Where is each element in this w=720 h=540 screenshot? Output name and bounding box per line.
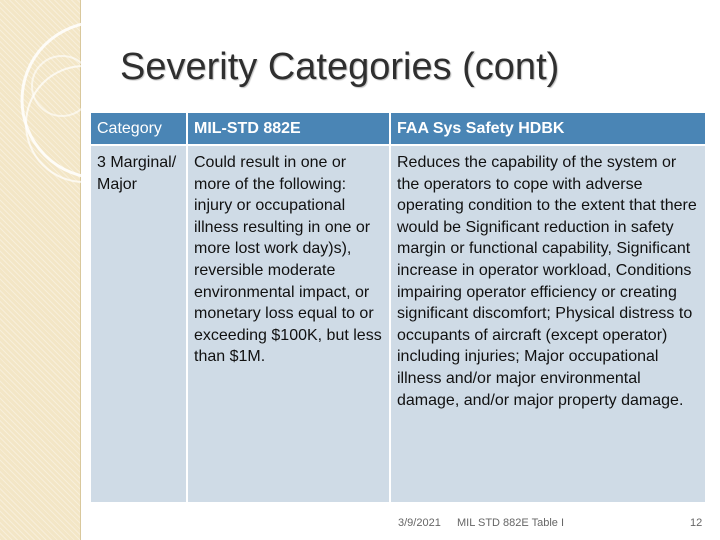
header-category: Category xyxy=(91,113,187,145)
table-header-row xyxy=(91,113,705,145)
header-milstd: MIL-STD 882E xyxy=(187,113,390,145)
table-row xyxy=(91,145,705,502)
slide-number: 12 xyxy=(690,517,703,529)
cell-faa-description: Reduces the capability of the system or the operators to cope with adverse operating condition to the extent that there would be Significant reduction in safety margin or functional capability, Significant increase in operator workload, Conditions impairing operator efficiency or creating significant discomfort; Physical distress to occupants of aircraft (except operator) including injuries; Major occupational illness and/or major environmental damage, and/or major property damage. xyxy=(390,145,705,502)
cell-milstd-description: Could result in one or more of the following: injury or occupational illness resulting in one or more lost work day)s), reversible moderate environmental impact, or monetary loss equal to or exceeding $100K, but less than $1M. xyxy=(187,145,390,502)
header-faa: FAA Sys Safety HDBK xyxy=(390,113,705,145)
severity-table xyxy=(91,113,705,502)
cell-category: 3 Marginal/ Major xyxy=(91,145,187,502)
footer-label: MIL STD 882E Table I xyxy=(457,517,564,529)
footer-date: 3/9/2021 xyxy=(398,517,441,529)
page-title: Severity Categories (cont) xyxy=(120,46,560,88)
